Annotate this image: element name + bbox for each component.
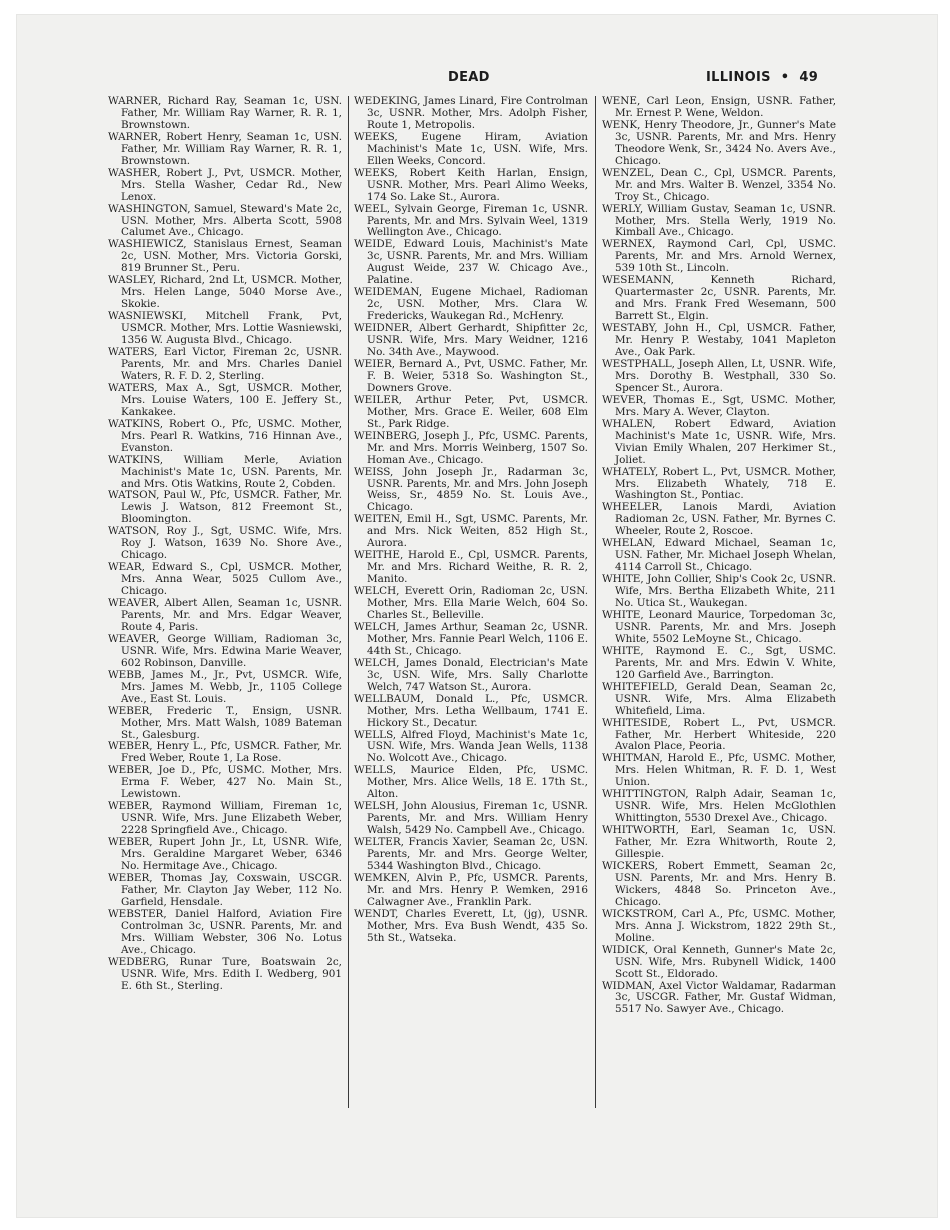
roster-entry: WHEELER, Lanois Mardi, Aviation Radioman 2c, USN. Father, Mr. Byrnes C. Wheeler, Route 2, Roscoe.: [602, 501, 836, 538]
roster-entry: WEMKEN, Alvin P., Pfc, USMCR. Parents, Mr. and Mrs. Henry P. Wemken, 2916 Calwagner Ave., Franklin Park.: [354, 871, 588, 908]
roster-entry: WEBER, Raymond William, Fireman 1c, USNR. Wife, Mrs. June Elizabeth Weber, 2228 Springfield Ave., Chicago.: [108, 800, 342, 837]
roster-entry: WENZEL, Dean C., Cpl, USMCR. Parents, Mr. and Mrs. Walter B. Wenzel, 3354 No. Troy St., Chicago.: [602, 166, 836, 203]
roster-entry: WEIDNER, Albert Gerhardt, Shipfitter 2c, USNR. Wife, Mrs. Mary Weidner, 1216 No. 34th Ave., Maywood.: [354, 322, 588, 359]
roster-entry: WEDEKING, James Linard, Fire Controlman 3c, USNR. Mother, Mrs. Adolph Fisher, Route 1, Metropolis.: [354, 95, 588, 131]
roster-entry: WATSON, Paul W., Pfc, USMCR. Father, Mr. Lewis J. Watson, 812 Freemont St., Bloomington.: [108, 489, 342, 526]
roster-entry: WEAVER, Albert Allen, Seaman 1c, USNR. Parents, Mr. and Mrs. Edgar Weaver, Route 4, Paris.: [108, 597, 342, 633]
roster-entry: WEISS, John Joseph Jr., Radarman 3c, USNR. Parents, Mr. and Mrs. John Joseph Weiss, Sr., 4859 No. St. Louis Ave., Chicago.: [354, 465, 588, 514]
roster-entry: WESEMANN, Kenneth Richard, Quartermaster 2c, USNR. Parents, Mr. and Mrs. Frank Fred Wesemann, 500 Barrett St., Elgin.: [602, 274, 836, 323]
roster-entry: WIDMAN, Axel Victor Waldamar, Radarman 3c, USCGR. Father, Mr. Gustaf Widman, 5517 No. Sawyer Ave., Chicago.: [602, 979, 836, 1016]
roster-entry: WIDICK, Oral Kenneth, Gunner's Mate 2c, USN. Wife, Mrs. Rubynell Widick, 1400 Scott St., Eldorado.: [602, 943, 836, 980]
column-divider: [348, 96, 349, 1108]
roster-entry: WATKINS, William Merle, Aviation Machinist's Mate 1c, USN. Parents, Mr. and Mrs. Otis Watkins, Route 2, Cobden.: [108, 453, 342, 490]
roster-entry: WEBSTER, Daniel Halford, Aviation Fire Controlman 3c, USNR. Parents, Mr. and Mrs. William Webster, 306 No. Lotus Ave., Chicago.: [108, 907, 342, 956]
roster-entry: WHITWORTH, Earl, Seaman 1c, USN. Father, Mr. Ezra Whitworth, Route 2, Gillespie.: [602, 824, 836, 861]
roster-entry: WHELAN, Edward Michael, Seaman 1c, USN. Father, Mr. Michael Joseph Whelan, 4114 Carroll St., Chicago.: [602, 537, 836, 574]
roster-entry: WEBER, Henry L., Pfc, USMCR. Father, Mr. Fred Weber, Route 1, La Rose.: [108, 740, 342, 765]
roster-entry: WELCH, Everett Orin, Radioman 2c, USN. Mother, Mrs. Ella Marie Welch, 604 So. Charles St., Belleville.: [354, 585, 588, 621]
page-number: 49: [799, 70, 819, 85]
roster-entry: WEIDE, Edward Louis, Machinist's Mate 3c, USNR. Parents, Mr. and Mrs. William August Weide, 237 W. Chicago Ave., Palatine.: [354, 238, 588, 287]
roster-entry: WATERS, Max A., Sgt, USMCR. Mother, Mrs. Louise Waters, 100 E. Jeffery St., Kankakee.: [108, 381, 342, 418]
roster-entry: WATERS, Earl Victor, Fireman 2c, USNR. Parents, Mr. and Mrs. Charles Daniel Waters, R. F. D. 2, Sterling.: [108, 346, 342, 382]
roster-entry: WELSH, John Alousius, Fireman 1c, USNR. Parents, Mr. and Mrs. William Henry Walsh, 5429 No. Campbell Ave., Chicago.: [354, 800, 588, 837]
roster-entry: WEDBERG, Runar Ture, Boatswain 2c, USNR. Wife, Mrs. Edith I. Wedberg, 901 E. 6th St., Sterling.: [108, 955, 342, 992]
roster-column-2: [354, 96, 588, 945]
roster-entry: WHATELY, Robert L., Pvt, USMCR. Mother, Mrs. Elizabeth Whately, 718 E. Washington St., Pontiac.: [602, 465, 836, 502]
roster-entry: WELCH, James Arthur, Seaman 2c, USNR. Mother, Mrs. Fannie Pearl Welch, 1106 E. 44th St., Chicago.: [354, 620, 588, 657]
roster-entry: WHALEN, Robert Edward, Aviation Machinist's Mate 1c, USNR. Wife, Mrs. Vivian Emily Whalen, 207 Herkimer St., Joliet.: [602, 417, 836, 466]
roster-entry: WEVER, Thomas E., Sgt, USMC. Mother, Mrs. Mary A. Wever, Clayton.: [602, 393, 836, 418]
page-header: [16, 68, 938, 90]
roster-entry: WHITMAN, Harold E., Pfc, USMC. Mother, Mrs. Helen Whitman, R. F. D. 1, West Union.: [602, 752, 836, 789]
column-divider: [595, 96, 596, 1108]
roster-column-1: [108, 96, 342, 992]
roster-entry: WEAVER, George William, Radioman 3c, USNR. Wife, Mrs. Edwina Marie Weaver, 602 Robinson, Danville.: [108, 632, 342, 669]
section-title: DEAD: [448, 70, 490, 85]
running-head: [706, 70, 818, 85]
roster-entry: WEIDEMAN, Eugene Michael, Radioman 2c, USN. Mother, Mrs. Clara W. Fredericks, Waukegan Rd., McHenry.: [354, 286, 588, 323]
roster-entry: WASLEY, Richard, 2nd Lt, USMCR. Mother, Mrs. Helen Lange, 5040 Morse Ave., Skokie.: [108, 274, 342, 311]
roster-entry: WASHINGTON, Samuel, Steward's Mate 2c, USN. Mother, Mrs. Alberta Scott, 5908 Calumet Ave., Chicago.: [108, 202, 342, 239]
roster-entry: WEEKS, Robert Keith Harlan, Ensign, USNR. Mother, Mrs. Pearl Alimo Weeks, 174 So. Lake St., Aurora.: [354, 166, 588, 203]
roster-entry: WASNIEWSKI, Mitchell Frank, Pvt, USMCR. Mother, Mrs. Lottie Wasniewski, 1356 W. Augusta Blvd., Chicago.: [108, 310, 342, 347]
roster-entry: WELLS, Maurice Elden, Pfc, USMC. Mother, Mrs. Alice Wells, 18 E. 17th St., Alton.: [354, 764, 588, 801]
roster-entry: WEILER, Arthur Peter, Pvt, USMCR. Mother, Mrs. Grace E. Weiler, 608 Elm St., Park Ridge.: [354, 393, 588, 430]
roster-entry: WEBER, Rupert John Jr., Lt, USNR. Wife, Mrs. Geraldine Margaret Weber, 6346 No. Hermitage Ave., Chicago.: [108, 836, 342, 872]
roster-entry: WHITE, Raymond E. C., Sgt, USMC. Parents, Mr. and Mrs. Edwin V. White, 120 Garfield Ave., Barrington.: [602, 644, 836, 681]
roster-entry: WELLBAUM, Donald L., Pfc, USMCR. Mother, Mrs. Letha Wellbaum, 1741 E. Hickory St., Decatur.: [354, 692, 588, 729]
roster-entry: WEITHE, Harold E., Cpl, USMCR. Parents, Mr. and Mrs. Richard Weithe, R. R. 2, Manito.: [354, 549, 588, 586]
roster-entry: WEEKS, Eugene Hiram, Aviation Machinist's Mate 1c, USN. Wife, Mrs. Ellen Weeks, Concord.: [354, 130, 588, 167]
roster-entry: WELCH, James Donald, Electrician's Mate 3c, USN. Wife, Mrs. Sally Charlotte Welch, 747 Watson St., Aurora.: [354, 656, 588, 693]
roster-entry: WEBB, James M., Jr., Pvt, USMCR. Wife, Mrs. James M. Webb, Jr., 1105 College Ave., East St. Louis.: [108, 668, 342, 705]
roster-entry: WARNER, Robert Henry, Seaman 1c, USN. Father, Mr. William Ray Warner, R. R. 1, Brownstown.: [108, 130, 342, 167]
roster-entry: WICKSTROM, Carl A., Pfc, USMC. Mother, Mrs. Anna J. Wickstrom, 1822 29th St., Moline.: [602, 907, 836, 944]
roster-entry: WERLY, William Gustav, Seaman 1c, USNR. Mother, Mrs. Stella Werly, 1919 No. Kimball Ave., Chicago.: [602, 202, 836, 239]
roster-entry: WATKINS, Robert O., Pfc, USMC. Mother, Mrs. Pearl R. Watkins, 716 Hinnan Ave., Evanston.: [108, 417, 342, 454]
roster-entry: WEEL, Sylvain George, Fireman 1c, USNR. Parents, Mr. and Mrs. Sylvain Weel, 1319 Wellington Ave., Chicago.: [354, 202, 588, 239]
roster-entry: WICKERS, Robert Emmett, Seaman 2c, USN. Parents, Mr. and Mrs. Henry B. Wickers, 4848 So. Princeton Ave., Chicago.: [602, 860, 836, 908]
roster-entry: WATSON, Roy J., Sgt, USMC. Wife, Mrs. Roy J. Watson, 1639 No. Shore Ave., Chicago.: [108, 525, 342, 562]
roster-entry: WEINBERG, Joseph J., Pfc, USMC. Parents, Mr. and Mrs. Morris Weinberg, 1507 So. Homan Ave., Chicago.: [354, 429, 588, 466]
page: [16, 14, 938, 1218]
roster-entry: WEBER, Joe D., Pfc, USMC. Mother, Mrs. Erma F. Weber, 427 No. Main St., Lewistown.: [108, 764, 342, 801]
roster-entry: WASHER, Robert J., Pvt, USMCR. Mother, Mrs. Stella Washer, Cedar Rd., New Lenox.: [108, 166, 342, 203]
roster-entry: WASHIEWICZ, Stanislaus Ernest, Seaman 2c, USN. Mother, Mrs. Victoria Gorski, 819 Brunner St., Peru.: [108, 238, 342, 275]
bullet-separator: •: [780, 70, 790, 85]
roster-entry: WESTPHALL, Joseph Allen, Lt, USNR. Wife, Mrs. Dorothy B. Westphall, 330 So. Spencer St., Aurora.: [602, 357, 836, 394]
roster-entry: WEITEN, Emil H., Sgt, USMC. Parents, Mr. and Mrs. Nick Weiten, 852 High St., Aurora.: [354, 513, 588, 550]
roster-entry: WHITE, John Collier, Ship's Cook 2c, USNR. Wife, Mrs. Bertha Elizabeth White, 211 No. Utica St., Waukegan.: [602, 573, 836, 610]
roster-entry: WEBER, Thomas Jay, Coxswain, USCGR. Father, Mr. Clayton Jay Weber, 112 No. Garfield, Hensdale.: [108, 871, 342, 908]
roster-entry: WENE, Carl Leon, Ensign, USNR. Father, Mr. Ernest P. Wene, Weldon.: [602, 95, 836, 119]
roster-entry: WELLS, Alfred Floyd, Machinist's Mate 1c, USN. Wife, Mrs. Wanda Jean Wells, 1138 No. Wolcott Ave., Chicago.: [354, 728, 588, 765]
roster-entry: WHITEFIELD, Gerald Dean, Seaman 2c, USNR. Wife, Mrs. Alma Elizabeth Whitefield, Lima.: [602, 680, 836, 717]
roster-entry: WHITE, Leonard Maurice, Torpedoman 3c, USNR. Parents, Mr. and Mrs. Joseph White, 5502 LeMoyne St., Chicago.: [602, 608, 836, 645]
roster-entry: WHITTINGTON, Ralph Adair, Seaman 1c, USNR. Wife, Mrs. Helen McGlothlen Whittington, 5530 Drexel Ave., Chicago.: [602, 788, 836, 825]
roster-entry: WESTABY, John H., Cpl, USMCR. Father, Mr. Henry P. Westaby, 1041 Mapleton Ave., Oak Park.: [602, 322, 836, 359]
roster-entry: WEBER, Frederic T., Ensign, USNR. Mother, Mrs. Matt Walsh, 1089 Bateman St., Galesburg.: [108, 704, 342, 741]
roster-column-3: [602, 96, 836, 1016]
roster-entry: WENDT, Charles Everett, Lt, (jg), USNR. Mother, Mrs. Eva Bush Wendt, 435 So. 5th St., Watseka.: [354, 907, 588, 944]
state-name: ILLINOIS: [706, 70, 771, 85]
roster-entry: WELTER, Francis Xavier, Seaman 2c, USN. Parents, Mr. and Mrs. George Welter, 5344 Washington Blvd., Chicago.: [354, 836, 588, 872]
roster-entry: WENK, Henry Theodore, Jr., Gunner's Mate 3c, USNR. Parents, Mr. and Mrs. Henry Theodore Wenk, Sr., 3424 No. Avers Ave., Chicago.: [602, 118, 836, 167]
roster-entry: WARNER, Richard Ray, Seaman 1c, USN. Father, Mr. William Ray Warner, R. R. 1, Brownstown.: [108, 95, 342, 131]
roster-entry: WHITESIDE, Robert L., Pvt, USMCR. Father, Mr. Herbert Whiteside, 220 Avalon Place, Peoria.: [602, 716, 836, 753]
roster-entry: WERNEX, Raymond Carl, Cpl, USMC. Parents, Mr. and Mrs. Arnold Wernex, 539 10th St., Lincoln.: [602, 238, 836, 275]
roster-entry: WEIER, Bernard A., Pvt, USMC. Father, Mr. F. B. Weier, 5318 So. Washington St., Downers Grove.: [354, 357, 588, 394]
roster-entry: WEAR, Edward S., Cpl, USMCR. Mother, Mrs. Anna Wear, 5025 Cullom Ave., Chicago.: [108, 561, 342, 598]
